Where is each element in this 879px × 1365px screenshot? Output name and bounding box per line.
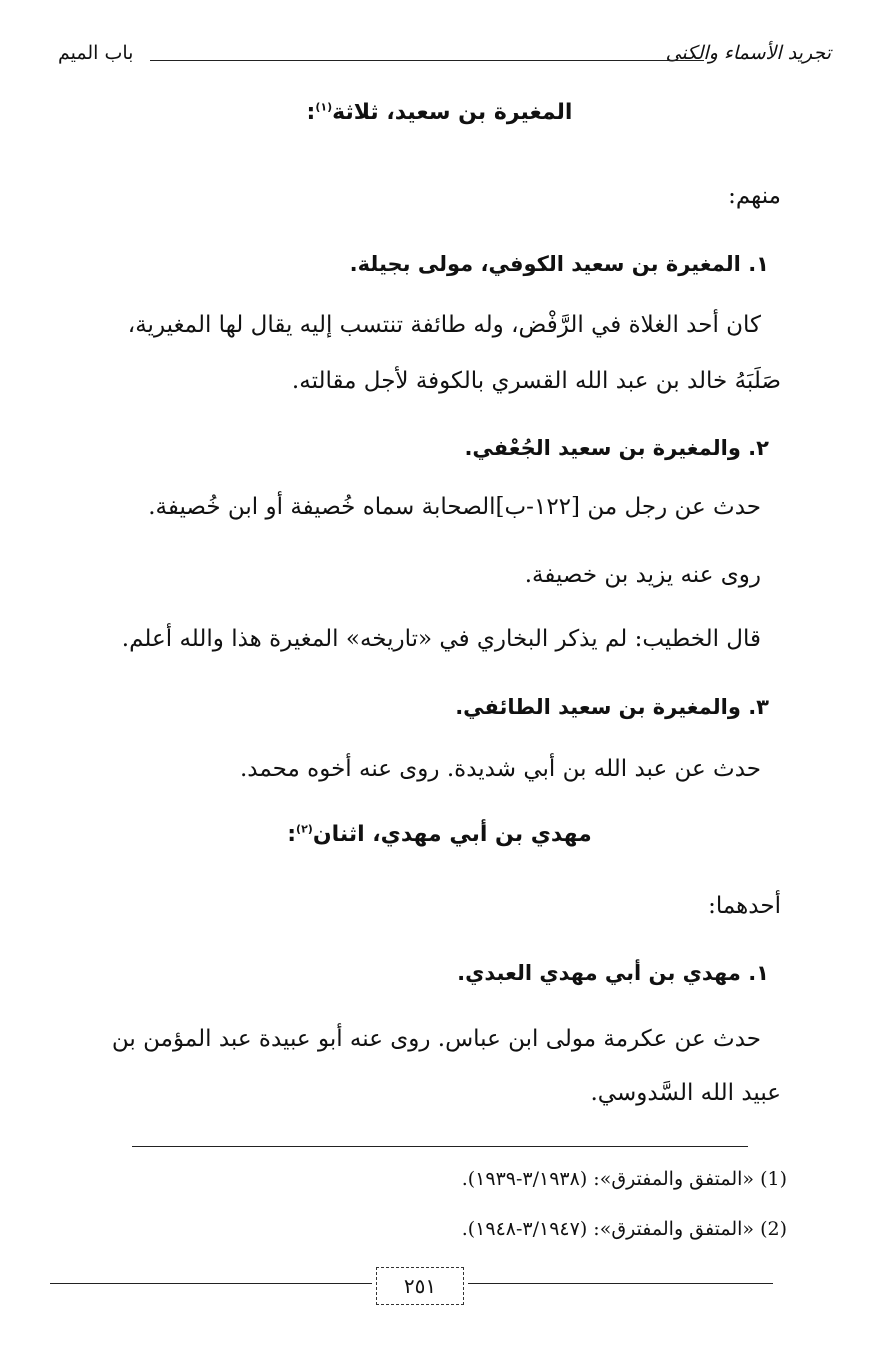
entry-text: صَلَبَهُ خالد بن عبد الله القسري بالكوفة لأجل مقالته. [291,368,781,394]
entry-text: حدث عن رجل من [١٢٢-ب]الصحابة سماه خُصيفة أو ابن خُصيفة. [148,494,761,520]
section-heading-mahdi: مهدي بن أبي مهدي، اثنان$^{(٢)}$: [287,822,592,847]
entry-text: عبيد الله السَّدوسي. [590,1080,781,1106]
footnote-ref: (٢) [296,822,313,836]
section-heading-mughira: المغيرة بن سعيد، ثلاثة$^{(١)}$: [306,100,573,125]
entry-text: حدث عن عكرمة مولى ابن عباس. روى عنه أبو عبيدة عبد المؤمن بن [111,1026,761,1052]
running-header-title: تجريد الأسماء والكنى [665,42,831,64]
footnote-ref: (١) [315,100,333,114]
footer-rule-left [50,1283,372,1284]
entry-title-4: ١. مهدي بن أبي مهدي العبدي. [457,961,769,985]
intro-text: أحدهما: [708,893,781,919]
header-rule [150,60,704,61]
intro-text: منهم: [728,183,781,209]
entry-text: كان أحد الغلاة في الرَّفْض، وله طائفة تنتسب إليه يقال لها المغيرية، [127,312,761,338]
section-heading-text: مهدي بن أبي مهدي، اثنان [312,822,592,847]
entry-text: قال الخطيب: لم يذكر البخاري في «تاريخه» المغيرة هذا والله أعلم. [121,626,761,652]
footnote-2: (2) «المتفق والمفترق»: (٣/١٩٤٧-١٩٤٨). [461,1218,787,1240]
entry-title-2: ٢. والمغيرة بن سعيد الجُعْفي. [464,436,769,460]
entry-title-3: ٣. والمغيرة بن سعيد الطائفي. [455,695,769,719]
running-header-chapter: باب الميم [58,42,134,64]
entry-text: حدث عن عبد الله بن أبي شديدة. روى عنه أخوه محمد. [239,756,761,782]
footnote-separator [132,1146,748,1147]
entry-title-1: ١. المغيرة بن سعيد الكوفي، مولى بجيلة. [349,252,769,276]
page-number: ٢٥١ [376,1267,464,1305]
footnote-1: (1) «المتفق والمفترق»: (٣/١٩٣٨-١٩٣٩). [461,1168,787,1190]
footer-rule-right [468,1283,773,1284]
entry-text: روى عنه يزيد بن خصيفة. [524,562,761,588]
section-heading-text: المغيرة بن سعيد، ثلاثة [332,100,573,125]
